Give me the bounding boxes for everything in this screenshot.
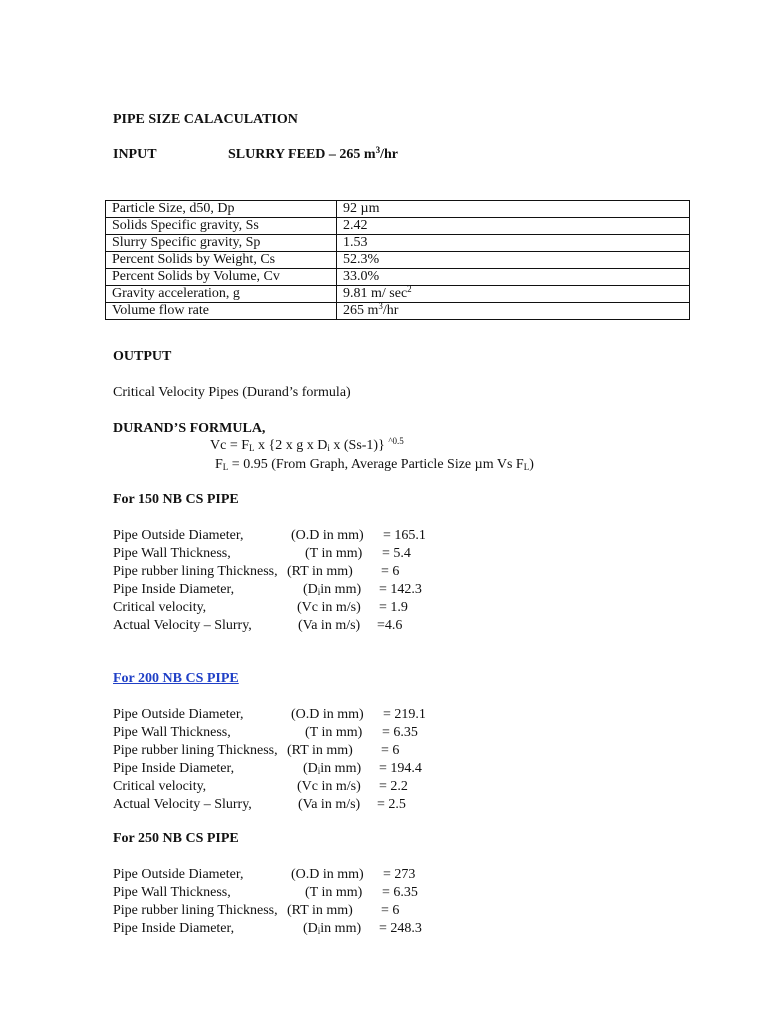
spec-symbol-text: (RT in mm) <box>287 743 353 758</box>
spec-label: Pipe Wall Thickness, <box>113 725 231 740</box>
table-param: Percent Solids by Volume, Cv <box>106 269 337 286</box>
value-text: 265 m <box>343 303 379 318</box>
table-row <box>106 252 690 269</box>
spec-value: = 273 <box>383 867 416 882</box>
table-value <box>337 269 690 286</box>
fl-part: F <box>215 457 223 472</box>
table-value <box>337 218 690 235</box>
spec-value: = 219.1 <box>383 707 426 722</box>
spec-symbol-sub: i <box>317 766 321 776</box>
spec-symbol <box>287 563 353 581</box>
spec-symbol-sub: i <box>317 926 321 936</box>
spec-label: Pipe Outside Diameter, <box>113 707 244 722</box>
formula-sub: L <box>249 443 255 453</box>
spec-symbol-text: (Va in m/s) <box>298 797 361 812</box>
table-row <box>106 235 690 252</box>
pipe-200-heading-link[interactable]: For 200 NB CS PIPE <box>113 671 239 686</box>
spec-label: Pipe Inside Diameter, <box>113 761 235 776</box>
spec-label: Pipe Inside Diameter, <box>113 582 235 597</box>
table-param: Solids Specific gravity, Ss <box>106 218 337 235</box>
spec-label: Pipe Outside Diameter, <box>113 528 244 543</box>
spec-label: Pipe Wall Thickness, <box>113 546 231 561</box>
fl-sub: L <box>222 462 229 472</box>
value-suffix: /hr <box>382 303 399 318</box>
spec-label: Pipe rubber lining Thickness, <box>113 743 278 758</box>
page-title: PIPE SIZE CALACULATION <box>113 112 298 127</box>
spec-symbol-text: (D <box>303 921 318 936</box>
slurry-feed-unit: /hr <box>380 147 398 162</box>
spec-value: = 6.35 <box>382 885 418 900</box>
spec-symbol <box>297 778 361 796</box>
spec-label: Actual Velocity – Slurry, <box>113 618 252 633</box>
spec-symbol <box>298 796 360 814</box>
spec-label: Actual Velocity – Slurry, <box>113 797 252 812</box>
slurry-feed-text: SLURRY FEED – 265 m <box>228 147 376 162</box>
table-value <box>337 235 690 252</box>
spec-symbol <box>297 599 361 617</box>
spec-value: = 142.3 <box>379 582 422 597</box>
spec-symbol-tail: in mm) <box>320 921 362 936</box>
table-row <box>106 286 690 303</box>
spec-symbol-tail: in mm) <box>320 761 362 776</box>
value-text: 52.3% <box>343 252 380 267</box>
spec-symbol-text: (T in mm) <box>305 885 363 900</box>
spec-value: = 2.2 <box>379 779 408 794</box>
spec-label: Pipe Outside Diameter, <box>113 867 244 882</box>
spec-value: =4.6 <box>377 618 403 633</box>
spec-symbol-text: (Vc in m/s) <box>297 779 361 794</box>
spec-value: = 6 <box>381 903 400 918</box>
spec-symbol <box>305 724 362 742</box>
spec-symbol-text: (RT in mm) <box>287 564 353 579</box>
pipe-250-heading: For 250 NB CS PIPE <box>113 831 239 846</box>
pipe-150-heading: For 150 NB CS PIPE <box>113 492 239 507</box>
spec-symbol-text: (RT in mm) <box>287 903 353 918</box>
table-param: Slurry Specific gravity, Sp <box>106 235 337 252</box>
input-label: INPUT <box>113 147 157 162</box>
spec-label: Critical velocity, <box>113 600 207 615</box>
spec-symbol <box>305 545 362 563</box>
spec-symbol-text: (O.D in mm) <box>291 707 364 722</box>
spec-value: = 165.1 <box>383 528 426 543</box>
table-param: Particle Size, d50, Dp <box>106 201 337 218</box>
value-text: 33.0% <box>343 269 380 284</box>
value-sup: 2 <box>407 284 412 294</box>
formula-part: Vc = F <box>210 438 250 453</box>
spec-symbol-tail: in mm) <box>320 582 362 597</box>
value-sup: 3 <box>378 301 383 311</box>
spec-symbol <box>303 920 361 938</box>
durand-heading: DURAND’S FORMULA, <box>113 421 266 436</box>
spec-label: Pipe Inside Diameter, <box>113 921 235 936</box>
spec-symbol <box>291 706 364 724</box>
spec-value: = 248.3 <box>379 921 422 936</box>
spec-symbol-text: (Va in m/s) <box>298 618 361 633</box>
spec-value: = 194.4 <box>379 761 422 776</box>
table-row <box>106 218 690 235</box>
spec-label: Pipe rubber lining Thickness, <box>113 903 278 918</box>
fl-part: = 0.95 (From Graph, Average Particle Size µm Vs F <box>228 457 524 472</box>
formula-sub: i <box>327 443 330 453</box>
spec-value: = 6 <box>381 564 400 579</box>
formula-part: x {2 x g x D <box>254 438 328 453</box>
spec-symbol-text: (T in mm) <box>305 725 363 740</box>
spec-value: = 6.35 <box>382 725 418 740</box>
slurry-feed-sup: 3 <box>375 145 381 155</box>
spec-symbol <box>291 527 364 545</box>
formula-part: x (Ss-1)} <box>329 438 389 453</box>
spec-symbol-text: (O.D in mm) <box>291 867 364 882</box>
value-text: 2.42 <box>343 218 368 233</box>
spec-symbol-text: (D <box>303 582 318 597</box>
spec-label: Pipe Wall Thickness, <box>113 885 231 900</box>
table-value <box>337 286 690 303</box>
table-param: Volume flow rate <box>106 303 337 320</box>
table-param: Percent Solids by Weight, Cs <box>106 252 337 269</box>
table-value <box>337 201 690 218</box>
spec-symbol-text: (D <box>303 761 318 776</box>
table-row <box>106 201 690 218</box>
spec-value: = 2.5 <box>377 797 406 812</box>
spec-symbol-sub: i <box>317 587 321 597</box>
table-value <box>337 252 690 269</box>
spec-symbol <box>298 617 360 635</box>
spec-symbol <box>287 742 353 760</box>
slurry-feed <box>228 146 398 164</box>
value-text: 92 µm <box>343 201 380 216</box>
spec-symbol <box>303 760 361 778</box>
spec-symbol <box>303 581 361 599</box>
spec-value: = 1.9 <box>379 600 408 615</box>
spec-label: Critical velocity, <box>113 779 207 794</box>
fl-value-line <box>215 456 534 474</box>
spec-symbol <box>291 866 364 884</box>
spec-symbol <box>287 902 353 920</box>
table-row <box>106 303 690 320</box>
formula-sup: ^0.5 <box>388 436 404 446</box>
table-value <box>337 303 690 320</box>
spec-value: = 6 <box>381 743 400 758</box>
spec-symbol-text: (O.D in mm) <box>291 528 364 543</box>
spec-value: = 5.4 <box>382 546 411 561</box>
critical-velocity-note: Critical Velocity Pipes (Durand’s formula) <box>113 385 351 400</box>
value-text: 1.53 <box>343 235 368 250</box>
input-parameters-table <box>105 200 690 320</box>
durand-formula <box>210 437 404 455</box>
fl-sub: L <box>523 462 530 472</box>
output-label: OUTPUT <box>113 349 172 364</box>
spec-symbol-text: (T in mm) <box>305 546 363 561</box>
fl-part: ) <box>529 457 534 472</box>
spec-label: Pipe rubber lining Thickness, <box>113 564 278 579</box>
spec-symbol-text: (Vc in m/s) <box>297 600 361 615</box>
table-row <box>106 269 690 286</box>
value-text: 9.81 m/ sec <box>343 286 408 301</box>
table-param: Gravity acceleration, g <box>106 286 337 303</box>
spec-symbol <box>305 884 362 902</box>
